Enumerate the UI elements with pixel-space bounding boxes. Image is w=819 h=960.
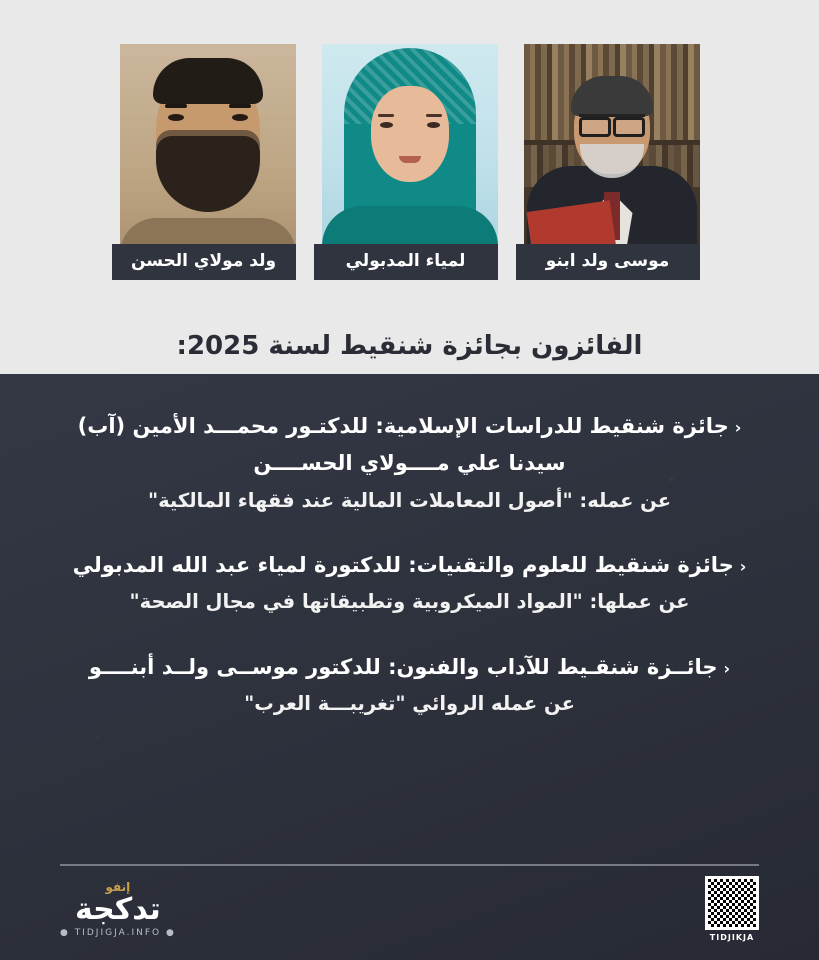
brand-logo: [60, 881, 176, 938]
page-title: الفائزون بجائزة شنقيط لسنة 2025:: [176, 331, 643, 361]
person-name-1: موسى ولد ابنو: [516, 244, 700, 280]
person-card-2: [322, 44, 498, 280]
portrait-moussa-ould-ebnou: [524, 44, 700, 262]
qr-caption: TIDJIKJA: [709, 933, 755, 942]
award-3-text-1: جائــزة شنقـيط للآداب والفنون: للدكتور موســى ولــد أبنــــو: [88, 654, 718, 679]
award-1-text-1: جائزة شنقيط للدراسات الإسلامية: للدكتـور محمـــد الأمين (آب): [77, 414, 729, 438]
bullet-icon: ‹: [734, 418, 742, 437]
award-2-line-1: [60, 547, 759, 584]
bullet-icon: ‹: [739, 556, 747, 576]
person-card-1: [524, 44, 700, 280]
bullet-icon: ‹: [723, 658, 731, 678]
portrait-lamiaa-elmadbouli: [322, 44, 498, 262]
brand-subtitle: إنفو: [105, 879, 131, 894]
award-1-work: عن عمله: "أصول المعاملات المالية عند فقهاء المالكية": [147, 488, 672, 512]
qr-code-icon[interactable]: [705, 876, 759, 930]
award-2-text-1: جائزة شنقيط للعلوم والتقنيات: للدكتورة لمياء عبد الله المدبولي: [72, 552, 734, 577]
person-name-2: لمياء المدبولي: [314, 244, 498, 280]
portrait-moulay-elhassan: [120, 44, 296, 262]
award-1-line-1: [60, 408, 759, 445]
qr-block: [705, 876, 759, 942]
portrait-strip: [0, 0, 819, 318]
heading-band: [0, 318, 819, 374]
award-item-2: [60, 547, 759, 619]
brand-title: تدكجة: [74, 891, 161, 927]
person-card-3: [120, 44, 296, 280]
award-item-3: [60, 649, 759, 721]
footer: [0, 864, 819, 960]
award-3-work: عن عمله الروائي "تغريبـــة العرب": [244, 692, 575, 716]
footer-divider: [60, 864, 759, 866]
award-2-work: عن عملها: "المواد الميكروبية وتطبيقاتها في مجال الصحة": [129, 590, 690, 614]
awards-body: [0, 374, 819, 960]
brand-url: ● TIDJIGJA.INFO ●: [60, 927, 176, 938]
award-item-1: [60, 408, 759, 517]
person-name-3: ولد مولاي الحسن: [112, 244, 296, 280]
award-1-line-2: سيدنا علي مــــولاي الحســــن: [253, 450, 566, 475]
award-3-line-1: [60, 649, 759, 686]
